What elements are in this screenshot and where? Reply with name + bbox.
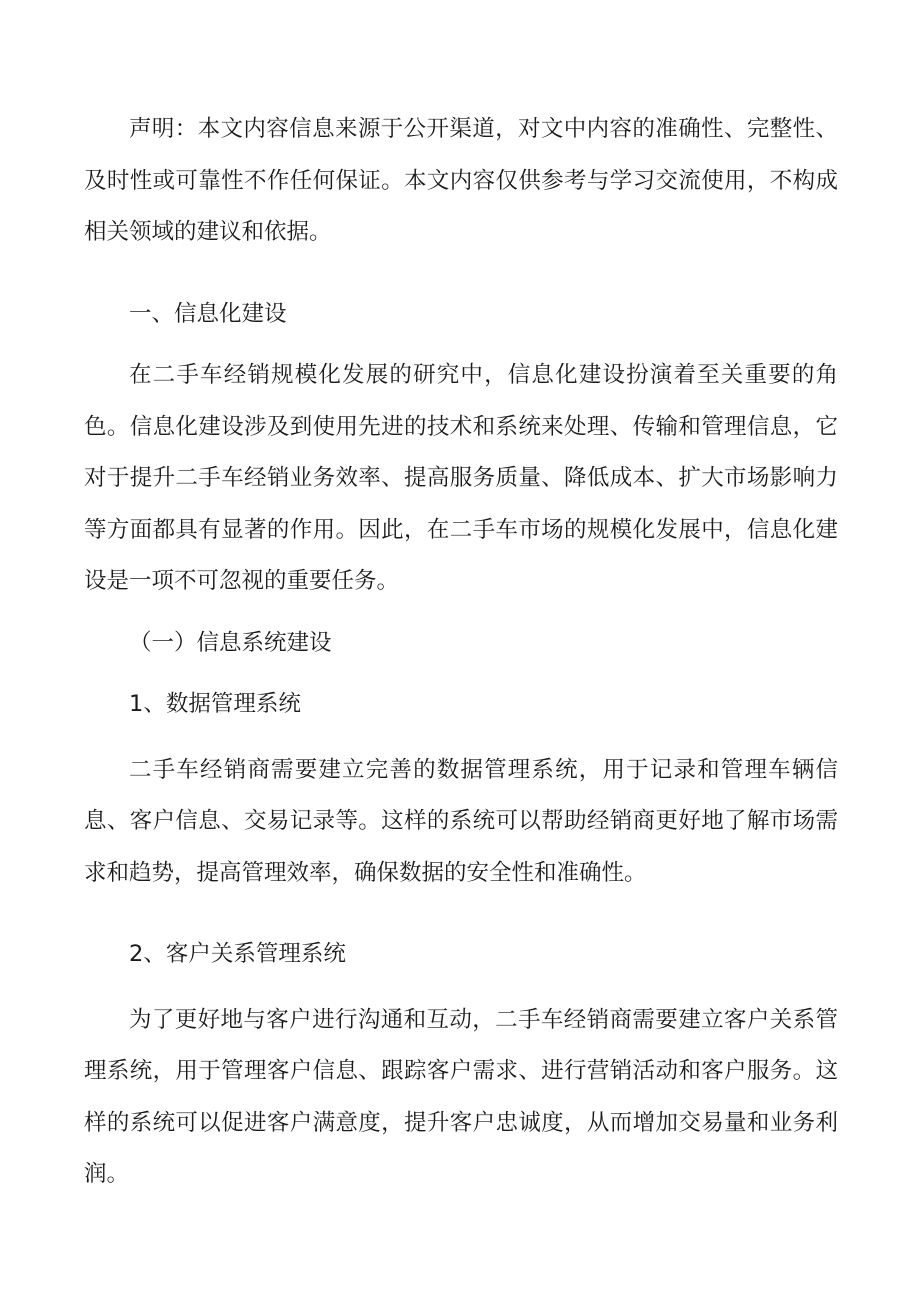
item-heading-crm: 2、客户关系管理系统 <box>129 941 346 967</box>
document-body <box>84 104 838 1201</box>
item-paragraph-crm: 为了更好地与客户进行沟通和互动，二手车经销商需要建立客户关系管理系统，用于管理客户信息、跟踪客户需求、进行营销活动和客户服务。这样的系统可以促进客户满意度，提升客户忠诚度，从而增加交易量和业务利润。 <box>84 1006 838 1187</box>
section-paragraph: 在二手车经销规模化发展的研究中，信息化建设扮演着至关重要的角色。信息化建设涉及到使用先进的技术和系统来处理、传输和管理信息，它对于提升二手车经销业务效率、提高服务质量、降低成本、扩大市场影响力等方面都具有显著的作用。因此，在二手车市场的规模化发展中，信息化建设是一项不可忽视的重要任务。 <box>84 362 838 594</box>
item-heading-data-management: 1、数据管理系统 <box>129 691 301 717</box>
section-heading: 一、信息化建设 <box>129 300 287 327</box>
disclaimer-paragraph: 声明：本文内容信息来源于公开渠道，对文中内容的准确性、完整性、及时性或可靠性不作任何保证。本文内容仅供参考与学习交流使用，不构成相关领域的建议和依据。 <box>84 116 838 245</box>
subsection-heading: （一）信息系统建设 <box>129 629 332 656</box>
item-paragraph-data-management: 二手车经销商需要建立完善的数据管理系统，用于记录和管理车辆信息、客户信息、交易记录等。这样的系统可以帮助经销商更好地了解市场需求和趋势，提高管理效率，确保数据的安全性和准确性。 <box>84 756 838 886</box>
